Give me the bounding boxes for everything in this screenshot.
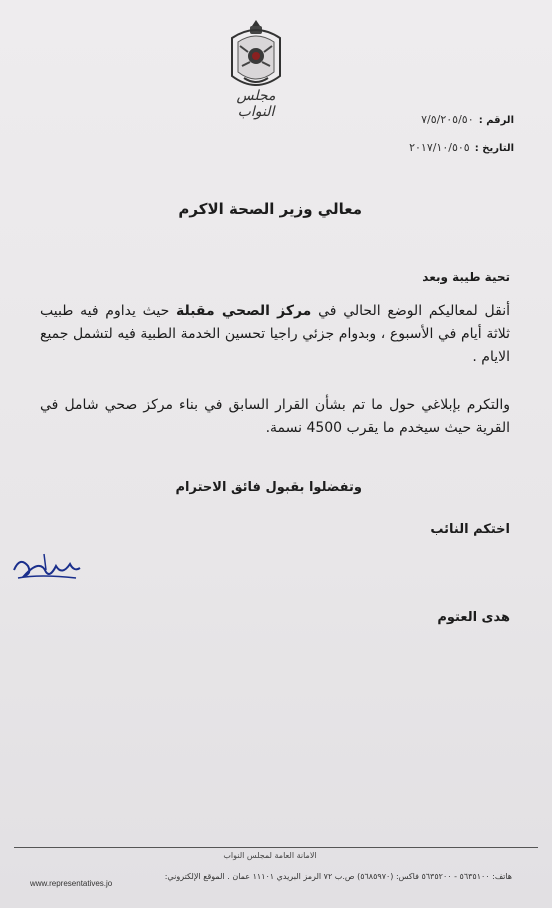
paragraph-1-end: حيث يداوم فيه طبيب ثلاثة أيام في الأسبوع ، وبدوام جزئي راجيا تحسين الخدمة الطبية فيه لتشمل جميع الايام . xyxy=(40,303,510,365)
date-row xyxy=(314,136,514,155)
signer-name: هدى العتوم xyxy=(437,610,510,625)
number-value: ٧/٥/٢٠٥/٥٠ xyxy=(421,113,474,126)
footer-organization: الامانة العامة لمجلس النواب xyxy=(223,851,317,860)
parliament-name: مجلس النواب xyxy=(236,88,276,120)
closing-line: وتفضلوا بقبول فائق الاحترام xyxy=(175,480,362,495)
date-value: ٢٠١٧/١٠/٥٠٥ xyxy=(409,141,470,154)
footer-website: www.representatives.jo xyxy=(30,879,113,888)
footer-contact: هاتف: ٥٦٣٥١٠٠ - ٥٦٣٥٢٠٠ فاكس: (٥٦٨٥٩٧٠) ص.ب ٧٢ الرمز البريدي ١١١٠١ عمان . الموقع الإلكتروني: xyxy=(164,872,512,881)
handwritten-signature xyxy=(10,548,82,588)
health-center-name: مركز الصحي مقبلة xyxy=(175,303,312,319)
date-label: التاريخ : xyxy=(474,143,514,154)
jordan-coat-of-arms-icon xyxy=(226,16,286,94)
number-label: الرقم : xyxy=(478,115,514,126)
greeting: تحية طيبة وبعد xyxy=(422,270,510,284)
paragraph-2: والتكرم بإبلاغي حول ما تم بشأن القرار السابق في بناء مركز صحي شامل في القرية حيث سيخدم ما يقرب 4500 نسمة. xyxy=(40,397,510,436)
addressee-title: معالي وزير الصحة الاكرم xyxy=(178,200,362,218)
signoff-title: اختكم النائب xyxy=(430,522,510,537)
paragraph-1 xyxy=(40,300,510,369)
reference-number-row xyxy=(314,108,514,127)
footer-divider xyxy=(14,847,538,848)
paragraph-1-start: أنقل لمعاليكم الوضع الحالي في xyxy=(311,303,510,319)
